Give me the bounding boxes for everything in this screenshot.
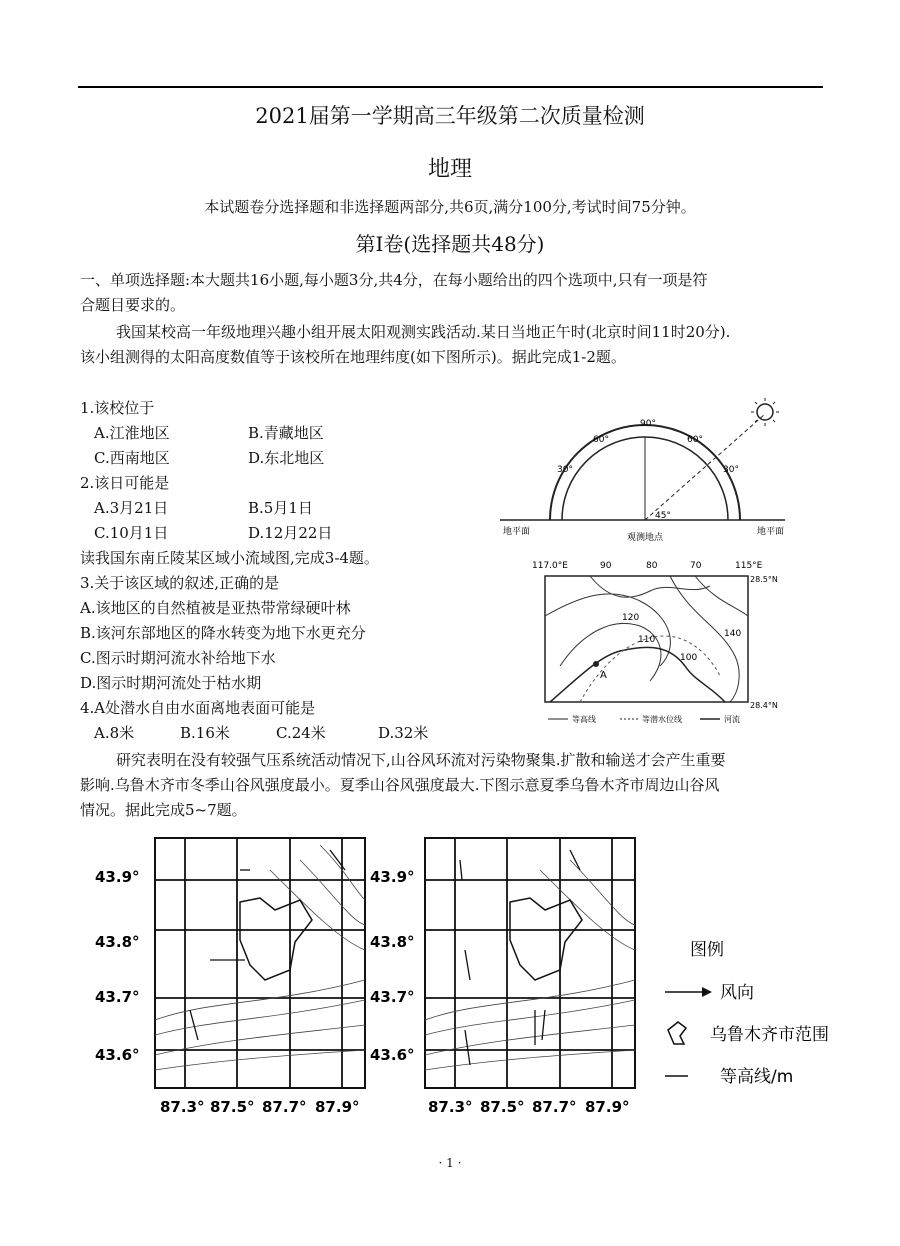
part-title: 第Ⅰ卷(选择题共48分) [355,232,545,256]
sun-icon [757,404,773,420]
header-rule [78,86,823,88]
left-lon-87-9: 87.9° [315,1098,360,1116]
right-lon-87-7: 87.7° [532,1098,577,1116]
question-1 [80,396,324,471]
q2-option-d[interactable]: D.12月22日 [248,524,333,542]
legend-city-icon [668,1022,686,1044]
question-1-stem: 1.该校位于 [80,399,155,417]
q1-option-a[interactable]: A.江淮地区 [94,424,170,442]
lon-left-label: 117.0°E [532,561,568,571]
wind-map-left [155,838,365,1088]
right-lon-87-3: 87.3° [428,1098,473,1116]
top-90-label: 90 [600,561,612,571]
contour-100-label: 100 [680,653,698,663]
q4-option-b[interactable]: B.16米 [180,724,230,742]
site-label: 观测地点 [627,533,664,542]
left-lon-87-7: 87.7° [262,1098,307,1116]
horizon-right-label: 地平面 [757,527,785,537]
contour-map-figure [520,556,810,728]
wind-legend [665,940,829,1087]
legend-river-label: 河流 [724,715,740,724]
q2-option-b[interactable]: B.5月1日 [248,499,313,517]
left-map-grid [155,838,365,1088]
legend-contour-label: 等高线/m [720,1067,794,1087]
label-45: 45° [655,511,671,521]
legend-wind-label: 风向 [720,983,754,1003]
question-3-stem: 3.关于该区域的叙述,正确的是 [80,574,280,592]
legend-city-label: 乌鲁木齐市范围 [710,1025,829,1045]
right-map-grid [425,838,635,1088]
question-4 [80,696,428,746]
contour-110-label: 110 [638,635,656,645]
section-heading-line1: 一、单项选择题:本大题共16小题,每小题3分,共4分，在每小题给出的四个选项中,只有一项是符 [80,271,708,289]
left-map-contours [155,845,365,1070]
label-30-left: 30° [557,465,573,475]
q1-option-c[interactable]: C.西南地区 [94,449,170,467]
section-heading-line2: 合题目要求的。 [80,296,186,314]
q4-option-d[interactable]: D.32米 [378,724,429,742]
sun-altitude-figure [495,392,795,542]
right-lat-43-7: 43.7° [370,988,415,1006]
question-4-stem: 4.A处潜水自由水面离地表面可能是 [80,699,316,717]
right-lat-43-9: 43.9° [370,868,415,886]
stem-5-7-line1: 研究表明在没有较强气压系统活动情况下,山谷风环流对污染物聚集.扩散和输送才会产生重要 [116,751,726,769]
label-30-right: 30° [723,465,739,475]
legend-contour-label: 等高线 [572,715,596,724]
question-2-stem: 2.该日可能是 [80,474,170,492]
sun-rays-icon [751,398,779,426]
q2-option-a[interactable]: A.3月21日 [94,499,169,517]
q3-option-a[interactable]: A.该地区的自然植被是亚热带常绿硬叶林 [80,599,351,617]
left-lon-87-3: 87.3° [160,1098,205,1116]
left-wind-arrows [190,850,345,1040]
lat-top-label: 28.5°N [750,575,778,584]
q1-option-b[interactable]: B.青藏地区 [248,424,324,442]
contour-120-label: 120 [622,613,640,623]
subject-title: 地理 [427,157,472,182]
left-lat-43-7: 43.7° [95,988,140,1006]
q1-option-d[interactable]: D.东北地区 [248,449,325,467]
point-a-label: A [600,670,607,681]
q4-option-c[interactable]: C.24米 [276,724,326,742]
stem-1-2 [80,320,730,370]
label-60-left: 60° [593,435,609,445]
legend-water-label: 等潜水位线 [642,715,682,724]
right-lon-87-9: 87.9° [585,1098,630,1116]
left-lat-43-6: 43.6° [95,1046,140,1064]
river-line [550,647,725,702]
right-map-contours [425,860,635,1070]
q2-option-c[interactable]: C.10月1日 [94,524,169,542]
contour-140-label: 140 [724,629,742,639]
sun-ray-line [645,414,765,520]
stem-1-2-line2: 该小组测得的太阳高度数值等于该校所在地理纬度(如下图所示)。据此完成1-2题。 [80,348,626,366]
lat-bottom-label: 28.4°N [750,701,778,710]
stem-1-2-line1: 我国某校高一年级地理兴趣小组开展太阳观测实践活动.某日当地正午时(北京时间11时20分). [116,323,731,341]
stem-5-7 [80,748,726,823]
question-2 [80,471,332,546]
left-city-outline [240,898,312,980]
label-60-right: 60° [687,435,703,445]
exam-intro: 本试题卷分选择题和非选择题两部分,共6页,满分100分,考试时间75分钟。 [204,198,696,216]
question-3 [80,571,366,696]
right-lat-43-6: 43.6° [370,1046,415,1064]
label-90: 90° [640,419,656,429]
q3-option-b[interactable]: B.该河东部地区的降水转变为地下水更充分 [80,624,366,642]
legend-title: 图例 [690,940,724,960]
q4-option-a[interactable]: A.8米 [94,724,135,742]
right-lon-87-5: 87.5° [480,1098,525,1116]
left-lat-43-8: 43.8° [95,933,140,951]
wind-map-right [425,838,635,1088]
water-table-line [580,636,720,702]
right-city-outline [510,898,582,980]
lon-right-label: 115°E [735,561,763,571]
legend-wind-arrowhead-icon [702,987,712,997]
q3-option-c[interactable]: C.图示时期河流水补给地下水 [80,649,276,667]
point-a-marker [593,661,599,667]
exam-title: 2021届第一学期高三年级第二次质量检测 [255,104,645,128]
q3-option-d[interactable]: D.图示时期河流处于枯水期 [80,674,262,692]
stem-5-7-line3: 情况。据此完成5~7题。 [80,801,247,819]
horizon-left-label: 地平面 [503,527,531,537]
valley-wind-figure [90,830,880,1125]
stem-5-7-line2: 影响.乌鲁木齐市冬季山谷风强度最小。夏季山谷风强度最大.下图示意夏季乌鲁木齐市周边山谷风 [80,776,720,794]
stem-3-4: 读我国东南丘陵某区域小流域图,完成3-4题。 [80,549,379,567]
section-heading [80,268,708,318]
left-lat-43-9: 43.9° [95,868,140,886]
right-lat-43-8: 43.8° [370,933,415,951]
top-80-label: 80 [646,561,658,571]
left-lon-87-5: 87.5° [210,1098,255,1116]
top-70-label: 70 [690,561,702,571]
page-number: · 1 · [438,1156,462,1170]
